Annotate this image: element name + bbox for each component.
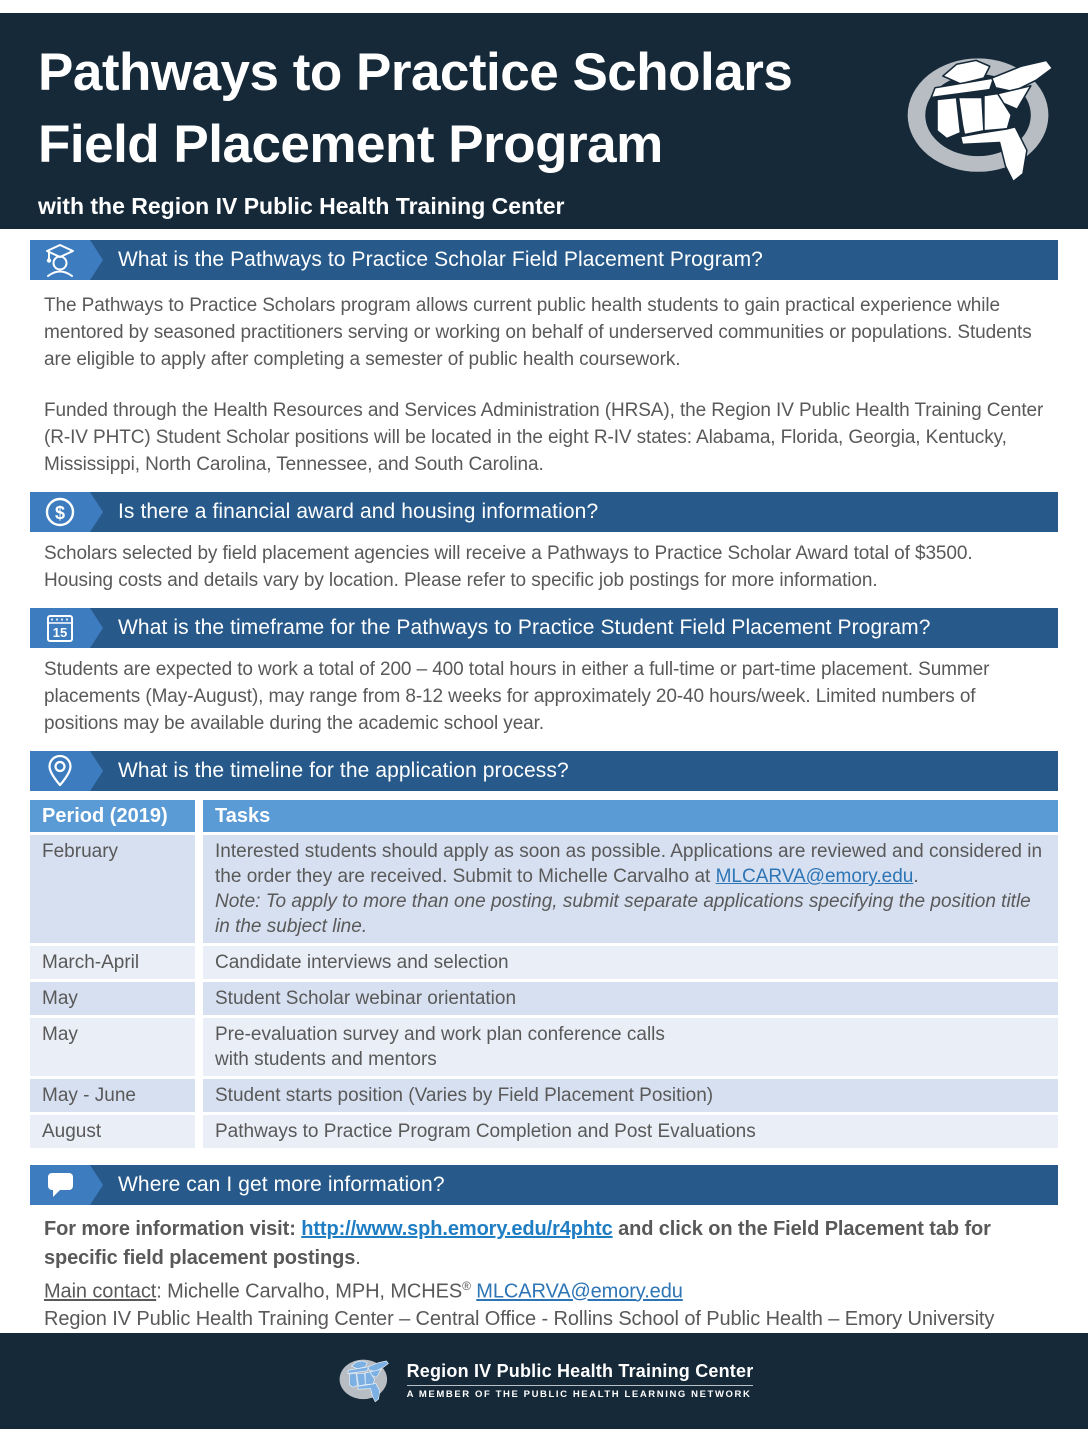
page-subtitle: with the Region IV Public Health Training Center: [38, 193, 565, 219]
task-line-2: with students and mentors: [215, 1049, 437, 1070]
task-note: Note: To apply to more than one posting, submit separate applications specifying the position title in the subject line.: [215, 891, 1031, 937]
task-line-1: Pre-evaluation survey and work plan conference calls: [215, 1024, 665, 1045]
program-website-link[interactable]: http://www.sph.emory.edu/r4phtc: [301, 1218, 613, 1240]
contact-email-link[interactable]: MLCARVA@emory.edu: [476, 1280, 683, 1303]
task-cell: Pathways to Practice Program Completion and Post Evaluations: [195, 1115, 1058, 1148]
table-row: [30, 1115, 1058, 1148]
location-pin-icon: [30, 751, 90, 791]
page-title-line1: Pathways to Practice Scholars: [38, 43, 793, 102]
period-cell: May: [30, 1018, 195, 1076]
task-cell: [195, 835, 1058, 943]
contact-name: : Michelle Carvalho, MPH, MCHES: [156, 1280, 463, 1303]
contact-line: [44, 1273, 1044, 1306]
visit-period: .: [355, 1247, 361, 1269]
section-bar-program: [30, 240, 1058, 280]
speech-bubble-icon: [30, 1165, 90, 1205]
task-cell: Candidate interviews and selection: [195, 946, 1058, 979]
task-text: Interested students should apply as soon as possible. Applications are reviewed and considered in the order they are received. Submit to Michelle Carvalho at: [215, 841, 1043, 887]
table-row: [30, 835, 1058, 943]
section-bar-timeframe: [30, 608, 1058, 648]
section-bar-more-info: [30, 1165, 1058, 1205]
registered-mark: ®: [462, 1279, 471, 1293]
visit-suffix: and click on the Field Placement tab for specific field placement postings: [44, 1218, 991, 1269]
timeframe-paragraph: Students are expected to work a total of 200 – 400 total hours in either a full-time or part-time placement. Summer placements (May-August), may range from 8-12 weeks for approximately 20-40 hours/week. Limited numbers of positions may be available during the academic school year.: [44, 659, 990, 734]
dollar-icon: [30, 492, 90, 532]
visit-prefix: For more information visit:: [44, 1218, 302, 1240]
footer-text-block: [407, 1361, 754, 1400]
period-cell: February: [30, 835, 195, 943]
task-cell: Student Scholar webinar orientation: [195, 982, 1058, 1015]
financial-paragraph: Scholars selected by field placement agencies will receive a Pathways to Practice Scholar Award total of $3500. Housing costs and details vary by location. Please refer to specific job postings for more information.: [44, 543, 973, 591]
masthead: [0, 13, 1088, 229]
period-cell: March-April: [30, 946, 195, 979]
table-row: [30, 946, 1058, 979]
table-row: [30, 982, 1058, 1015]
application-timeline-table: [30, 797, 1058, 1151]
graduate-student-icon: [30, 240, 90, 280]
table-header-row: [30, 800, 1058, 832]
program-paragraph-1: The Pathways to Practice Scholars program allows current public health students to gain practical experience while mentored by seasoned practitioners serving or working on behalf of underserved communities or populations. Students are eligible to apply after completing a semester of public health coursework.: [44, 295, 1032, 370]
period-cell: May: [30, 982, 195, 1015]
section-bar-timeline: [30, 751, 1058, 791]
task-text-end: .: [913, 866, 919, 887]
calendar-icon: [30, 608, 90, 648]
task-cell: [195, 1018, 1058, 1076]
section-title-timeline: What is the timeline for the application process?: [118, 759, 569, 782]
region-iv-map-logo: [894, 35, 1066, 205]
visit-line: [44, 1215, 1044, 1273]
footer-bar: [0, 1333, 1088, 1429]
contact-label: Main contact: [44, 1280, 157, 1303]
section-title-financial: Is there a financial award and housing information?: [118, 500, 599, 523]
footer-tagline: A MEMBER OF THE PUBLIC HEALTH LEARNING NETWORK: [407, 1385, 754, 1400]
svg-text:15: 15: [52, 625, 68, 640]
program-paragraph-2: Funded through the Health Resources and Services Administration (HRSA), the Region IV Public Health Training Center (R-IV PHTC) Student Scholar positions will be located in the eight R-IV states: Alabama, Florida, Georgia, Kentucky, Mississippi, North Carolina, Tennessee, and South Carolina.: [44, 400, 1044, 475]
southeast-states-map-icon: [894, 35, 1066, 205]
more-info-block: [44, 1215, 1044, 1333]
column-header-tasks: Tasks: [195, 800, 1058, 832]
address-line: Region IV Public Health Training Center – Central Office - Rollins School of Public Health – Emory University: [44, 1307, 995, 1330]
column-header-period: Period (2019): [30, 800, 195, 832]
section-title-more-info: Where can I get more information?: [118, 1173, 445, 1196]
section-title-timeframe: What is the timeframe for the Pathways to Practice Student Field Placement Program?: [118, 616, 931, 639]
svg-text:$: $: [54, 503, 66, 523]
table-row: [30, 1079, 1058, 1112]
section-bar-financial: [30, 492, 1058, 532]
footer-org-name: Region IV Public Health Training Center: [406, 1361, 754, 1382]
period-cell: August: [30, 1115, 195, 1148]
period-cell: May - June: [30, 1079, 195, 1112]
section-title-program: What is the Pathways to Practice Scholar Field Placement Program?: [118, 248, 763, 271]
table-row: [30, 1018, 1058, 1076]
task-cell: Student starts position (Varies by Field Placement Position): [195, 1079, 1058, 1112]
page-title-line2: Field Placement Program: [38, 115, 663, 174]
footer-map-logo-icon: [335, 1352, 393, 1410]
email-link[interactable]: MLCARVA@emory.edu: [715, 866, 914, 887]
